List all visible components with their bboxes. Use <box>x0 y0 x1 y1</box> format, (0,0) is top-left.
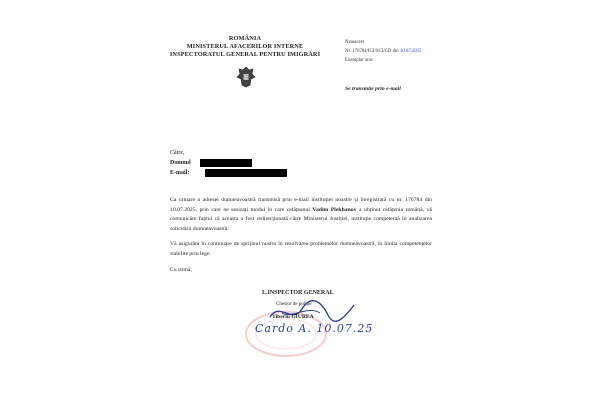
letterhead-ministry: MINISTERUL AFACERILOR INTERNE <box>186 43 304 50</box>
coat-of-arms-icon <box>236 66 256 88</box>
letter-body <box>170 196 432 281</box>
recipient-name-line: Domnul <box>170 158 287 168</box>
body-paragraph-1: Ca urmare a adresei dumneavoastră transmisă prin e-mail instituției noastre și înregistrată cu nr. 176784 din 10.07.2025, prin care ne sesizați modul în care cetățeanul Vadim Plekhanov a obținut cetățenia română, vă comunicăm faptul că aceasta a fost redirecționată către Ministerul Justiției, instituție competentă în analizarea solicitării dumneavoastră. <box>170 197 432 232</box>
registration-date: 10.07.2025 <box>399 49 422 54</box>
document-meta <box>345 38 422 65</box>
classification: Neasecret <box>345 40 364 45</box>
letterhead-inspectorate: INSPECTORATUL GENERAL PENTRU IMIGRĂRI <box>169 51 321 58</box>
signatory-name: Tiberiu GIUREA <box>272 314 314 320</box>
signatory-rank: Chestor de poliție <box>276 302 312 307</box>
recipient-block <box>170 148 287 178</box>
letterhead-country: ROMÂNIA <box>228 35 262 42</box>
redacted-name <box>200 159 252 167</box>
handwritten-annotation: Cardo A. 10.07.25 <box>255 322 374 335</box>
subject-name: Vadim Plekhanov <box>312 206 357 213</box>
registration-number: Nr. 176784/IGI/SCI/CD din 10.07.2025 <box>345 49 422 54</box>
recipient-email-line: E-mail: <box>170 168 287 178</box>
to-label: Către, <box>170 150 185 156</box>
redacted-email <box>205 169 287 177</box>
body-paragraph-2: Vă asigurăm în continuare de sprijinul nostru în rezolvarea problemelor dumneavoastră, în limita competențelor stabilite prin lege. <box>170 241 432 257</box>
letterhead <box>150 35 340 59</box>
copies-note: Exemplar unic <box>345 58 374 63</box>
signatory-title: L.INSPECTOR GENERAL <box>262 290 334 296</box>
closing: Cu stimă, <box>170 266 192 273</box>
transmission-note: Se transmite prin e-mail <box>345 86 401 92</box>
